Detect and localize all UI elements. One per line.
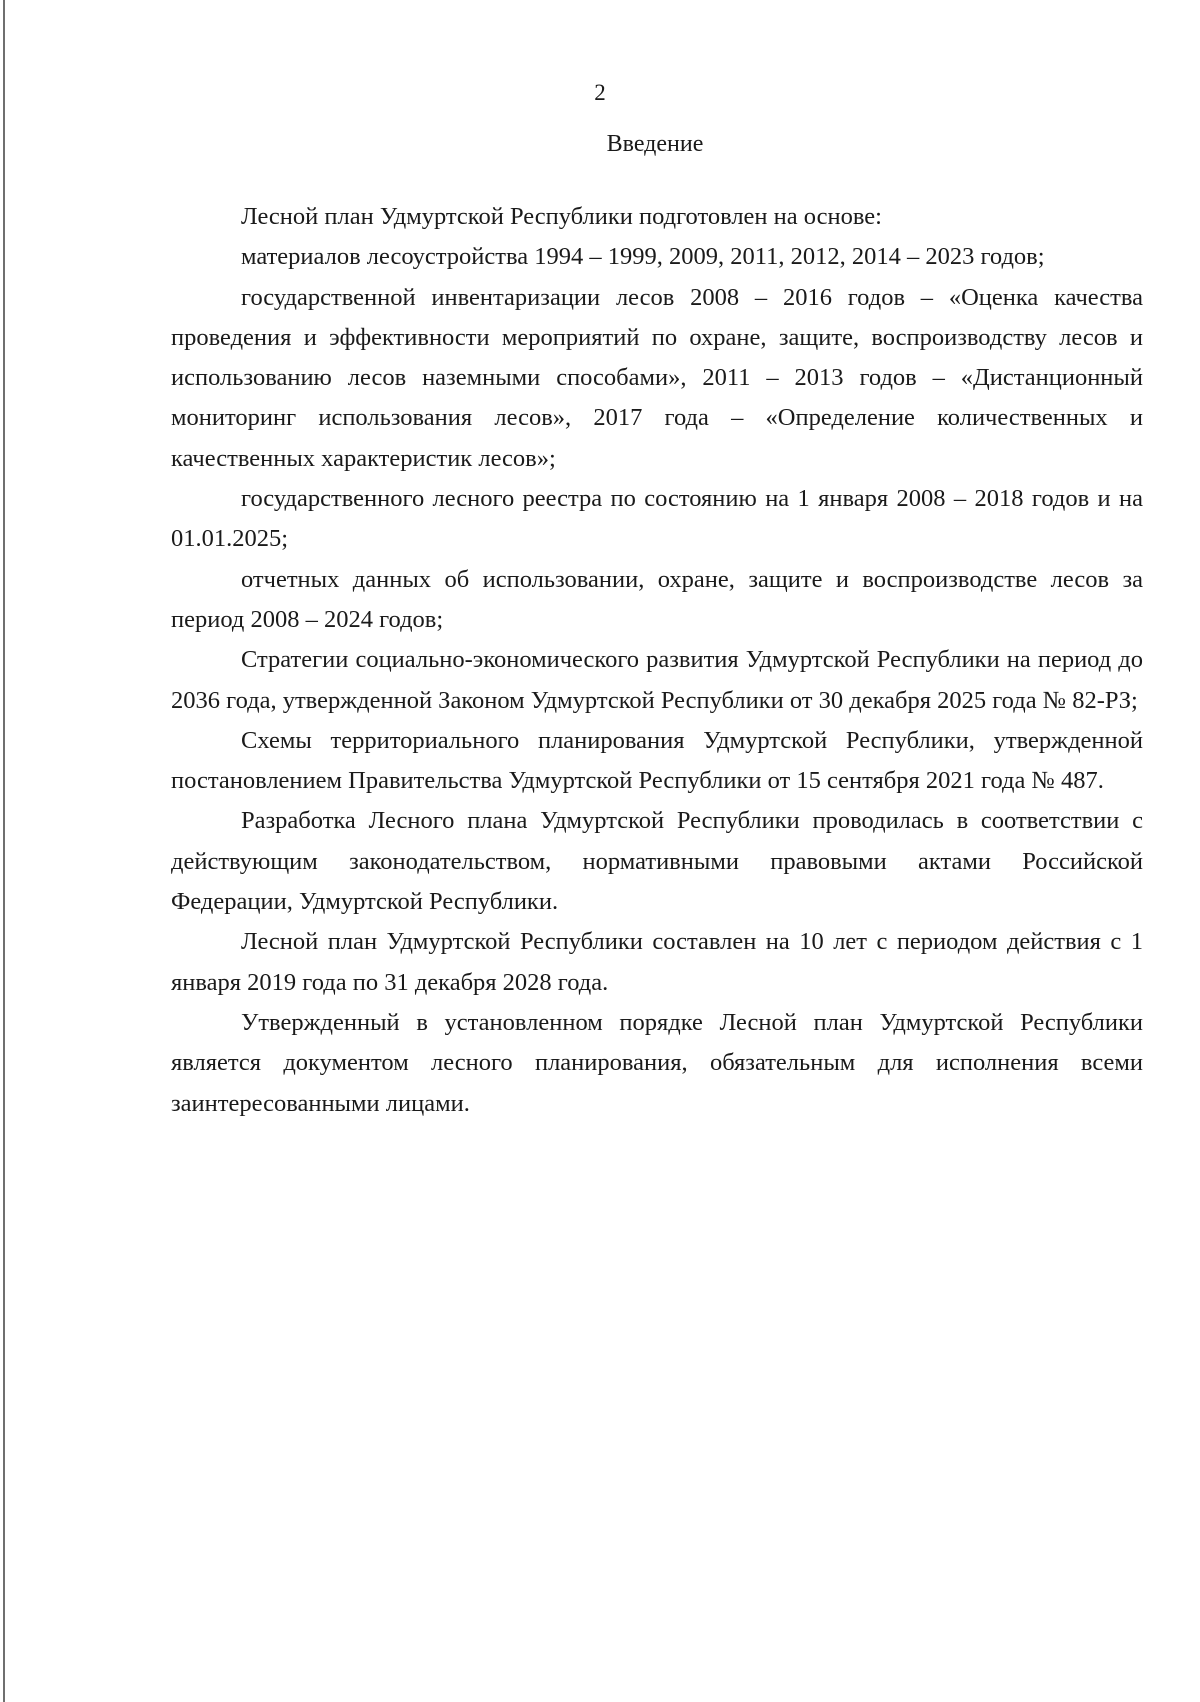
section-heading: Введение	[606, 131, 704, 157]
paragraph: Утвержденный в установленном порядке Лесной план Удмуртской Республики является документом лесного планирования, обязательным для исполнения всеми заинтересованными лицами.	[171, 1008, 1143, 1117]
scan-edge-line	[3, 0, 5, 1702]
paragraph: материалов лесоустройства 1994 – 1999, 2009, 2011, 2012, 2014 – 2023 годов;	[241, 243, 1045, 271]
paragraph: государственной инвентаризации лесов 2008 – 2016 годов – «Оценка качества проведения и эффективности мероприятий по охране, защите, воспроизводству лесов и использованию лесов наземными способами», 2011 – 2013 годов – «Дистанционный мониторинг использования лесов», 2017 года – «Определение количественных и качественных характеристик лесов»;	[171, 283, 1143, 472]
paragraph: Разработка Лесного плана Удмуртской Республики проводилась в соответствии с действующим законодательством, нормативными правовыми актами Российской Федерации, Удмуртской Республики.	[171, 807, 1143, 916]
paragraph: Стратегии социально-экономического развития Удмуртской Республики на период до 2036 года, утвержденной Законом Удмуртской Республики от 30 декабря 2025 года № 82-РЗ;	[171, 646, 1143, 714]
paragraph: государственного лесного реестра по состоянию на 1 января 2008 – 2018 годов и на 01.01.2025;	[171, 485, 1143, 553]
paragraph: Схемы территориального планирования Удмуртской Республики, утвержденной постановлением Правительства Удмуртской Республики от 15 сентября 2021 года № 487.	[171, 726, 1143, 795]
paragraph: отчетных данных об использовании, охране, защите и воспроизводстве лесов за период 2008 – 2024 годов;	[171, 565, 1143, 633]
document-body	[171, 197, 1143, 1124]
paragraph: Лесной план Удмуртской Республики подготовлен на основе:	[241, 203, 882, 230]
paragraph: Лесной план Удмуртской Республики составлен на 10 лет с периодом действия с 1 января 2019 года по 31 декабря 2028 года.	[171, 928, 1143, 996]
page-number: 2	[594, 80, 606, 105]
